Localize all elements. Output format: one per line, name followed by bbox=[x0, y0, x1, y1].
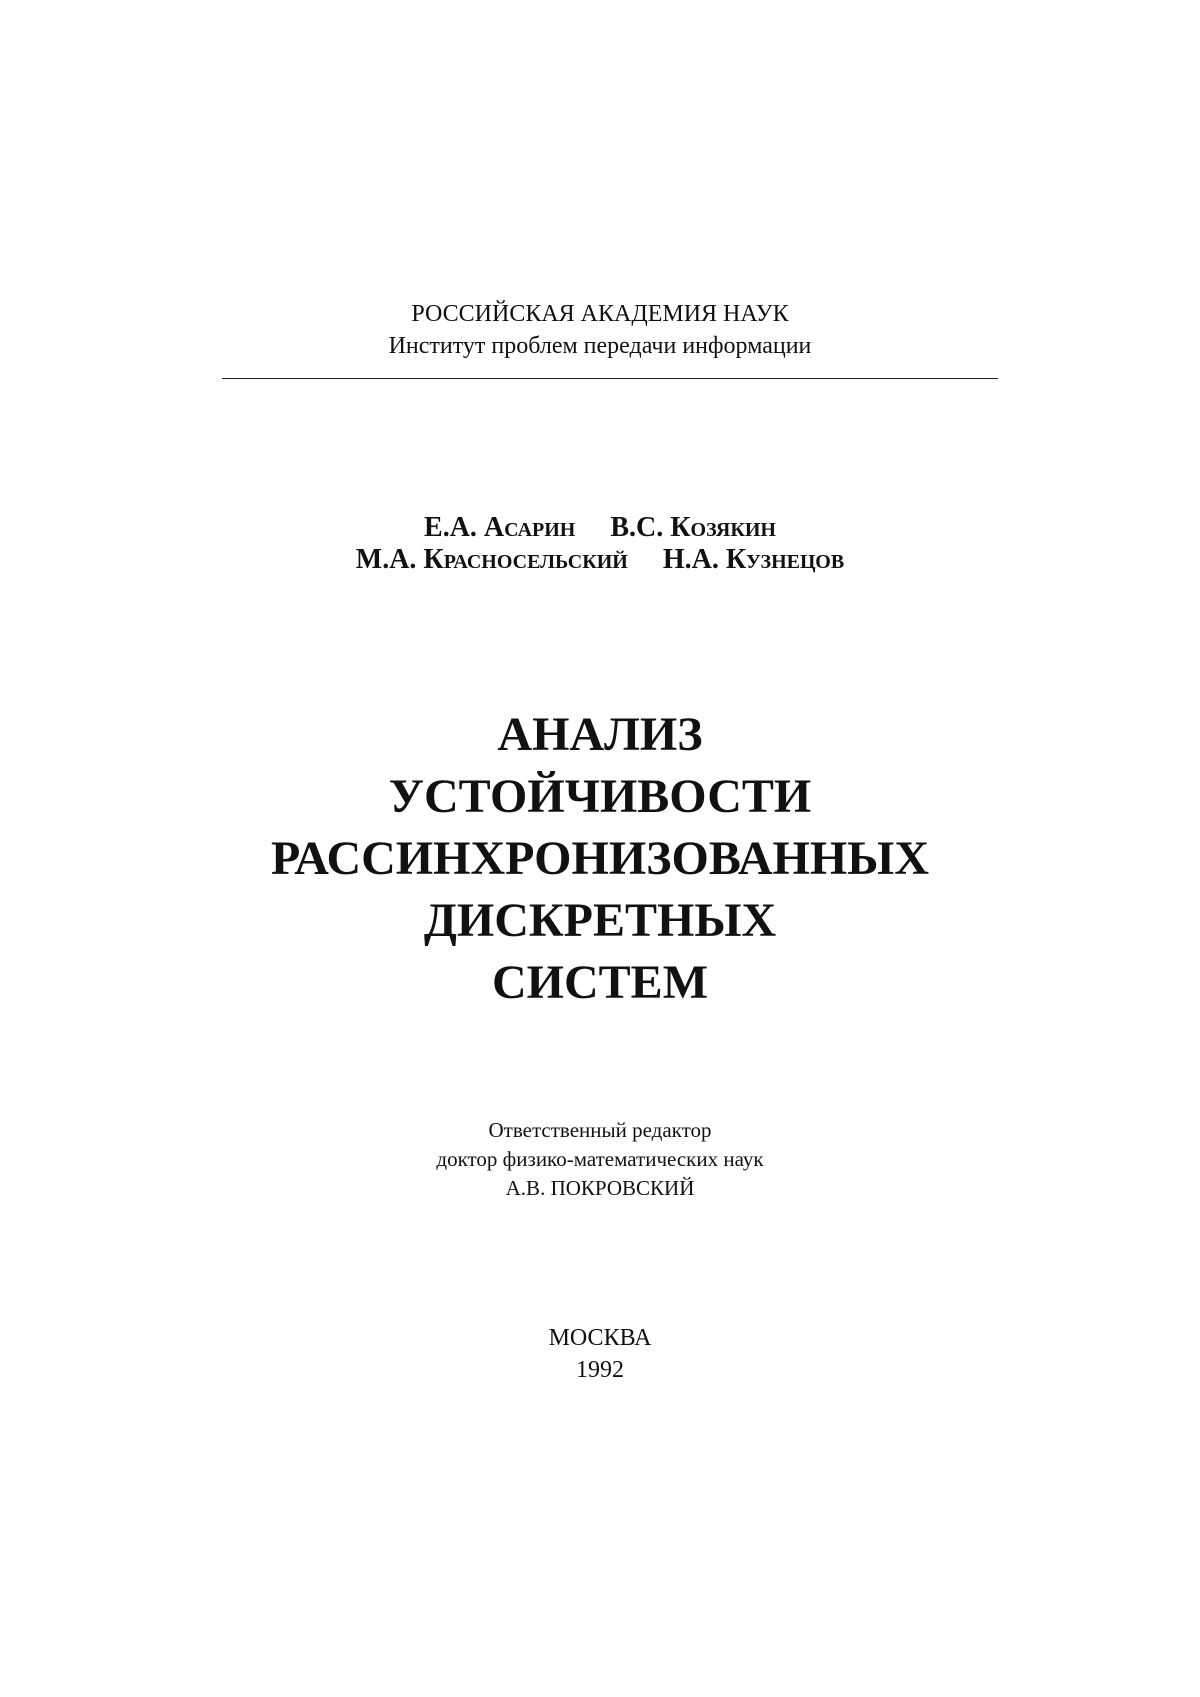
author-asarin: Е.А. Асарин bbox=[424, 512, 576, 543]
author-krasnoselsky: М.А. Красносельский bbox=[355, 544, 628, 575]
editor-role: Ответственный редактор bbox=[488, 1118, 712, 1142]
organization-header bbox=[0, 298, 1200, 362]
title-line-3: РАССИНХРОНИЗОВАННЫХ bbox=[271, 832, 929, 885]
authors-row-1 bbox=[0, 512, 1200, 544]
imprint-year: 1992 bbox=[576, 1357, 624, 1383]
title-line-4: ДИСКРЕТНЫХ bbox=[423, 894, 777, 947]
authors-row-2 bbox=[0, 544, 1200, 576]
author-kozyakin: В.С. Козякин bbox=[610, 512, 776, 543]
authors-block bbox=[0, 512, 1200, 576]
institute-name: Институт проблем передачи информации bbox=[388, 333, 812, 359]
title-line-1: АНАЛИЗ bbox=[497, 708, 703, 761]
author-kuznetsov: Н.А. Кузнецов bbox=[662, 544, 845, 575]
editor-block bbox=[0, 1116, 1200, 1203]
title-line-2: УСТОЙЧИВОСТИ bbox=[388, 770, 812, 823]
header-divider bbox=[222, 378, 998, 379]
title-line-5: СИСТЕМ bbox=[492, 956, 708, 1009]
editor-name: А.В. ПОКРОВСКИЙ bbox=[505, 1176, 695, 1200]
editor-degree: доктор физико-математических наук bbox=[436, 1147, 764, 1171]
imprint-city: МОСКВА bbox=[548, 1325, 652, 1351]
book-title bbox=[0, 704, 1200, 1014]
imprint-block bbox=[0, 1322, 1200, 1386]
organization-name: РОССИЙСКАЯ АКАДЕМИЯ НАУК bbox=[411, 301, 789, 327]
